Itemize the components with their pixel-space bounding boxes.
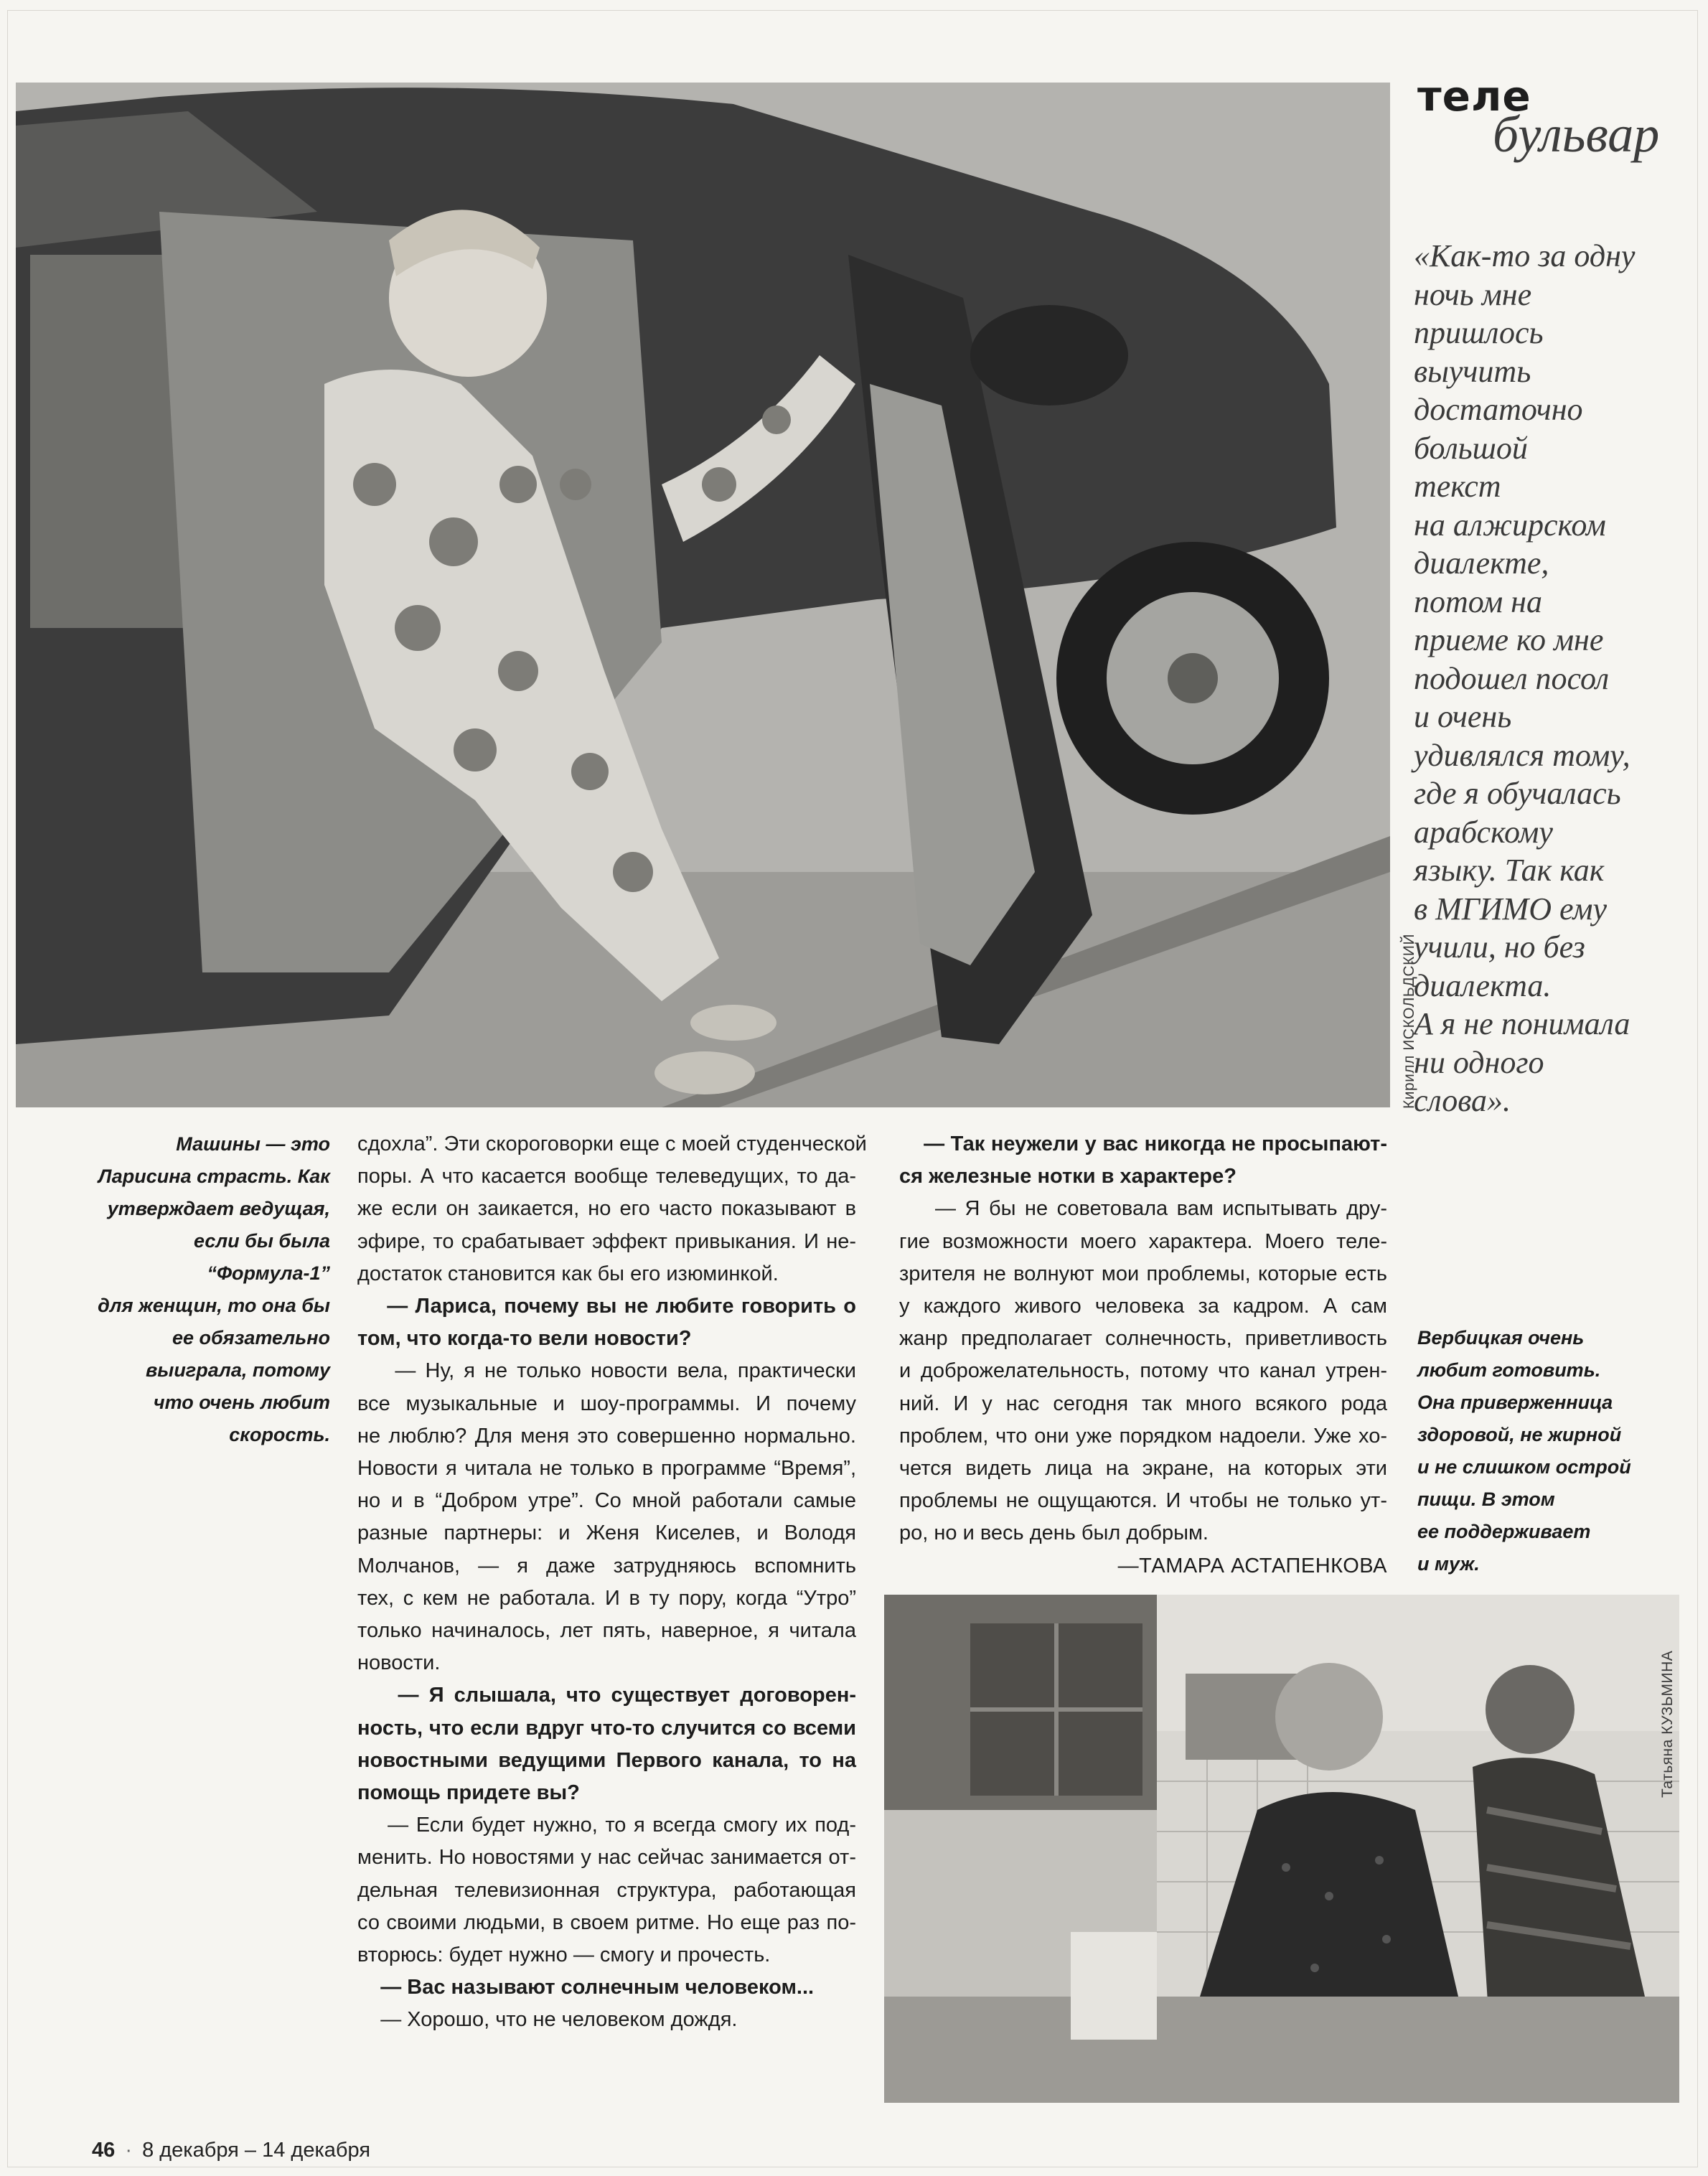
- article-line: — Ну, я не только новости вела, практически: [357, 1359, 856, 1383]
- article-line: гие возможности моего характера. Моего теле-: [899, 1229, 1387, 1253]
- article-line: жанр предполагает солнечность, приветливость: [899, 1327, 1387, 1351]
- article-line: все музыкальные и шоу-программы. И почему: [357, 1392, 856, 1415]
- article-line: — Я бы не советовала вам испытывать дру-: [899, 1197, 1387, 1221]
- car-photo-credit: Кирилл ИСКОЛЬДСКИЙ: [1401, 934, 1417, 1109]
- article-line: эфире, то срабатывает эффект привыкания. И не-: [357, 1229, 856, 1253]
- section-logo: [1417, 72, 1660, 165]
- article-line: — Я слышала, что существует договорен-: [357, 1684, 856, 1707]
- article-line: у каждого живого человека за кадром. А сам: [899, 1295, 1387, 1318]
- article-line: том, что когда-то вели новости?: [357, 1327, 692, 1351]
- caption-line: любит готовить.: [1417, 1359, 1601, 1381]
- pull-quote-line: пришлось: [1414, 315, 1544, 350]
- caption-line: и муж.: [1417, 1553, 1480, 1575]
- pull-quote-line: и очень: [1414, 699, 1512, 734]
- caption-line: если бы была: [193, 1230, 330, 1252]
- footer-separator: ·: [125, 2139, 132, 2162]
- article-line: поры. А что касается вообще телеведущих, то да-: [357, 1165, 856, 1188]
- kitchen-photo-caption: [1417, 1322, 1647, 1580]
- pull-quote-line: на алжирском: [1414, 507, 1606, 543]
- pull-quote-line: выучить: [1414, 353, 1531, 389]
- car-photo-illustration: [16, 83, 1390, 1107]
- article-line: чется видеть лица на экране, на которых эти: [899, 1457, 1387, 1481]
- caption-line: выиграла, потому: [145, 1359, 330, 1381]
- caption-line: здоровой, не жирной: [1417, 1424, 1622, 1445]
- caption-line: “Формула-1”: [207, 1262, 330, 1284]
- article-column-1: [357, 1128, 867, 2037]
- pull-quote-line: подошел посол: [1414, 660, 1610, 696]
- pull-quote-line: потом на: [1414, 583, 1543, 619]
- caption-line: скорость.: [229, 1424, 330, 1445]
- issue-dates: 8 декабря – 14 декабря: [142, 2139, 371, 2162]
- logo-bulvar: бульвар: [1493, 105, 1660, 163]
- article-line: и доброжелательность, потому что канал утрен-: [899, 1359, 1387, 1383]
- caption-line: для женщин, то она бы: [98, 1295, 330, 1316]
- article-line: менить. Но новостями у нас сейчас занимается от-: [357, 1846, 856, 1870]
- article-line: ся железные нотки в характере?: [899, 1165, 1237, 1188]
- pull-quote-line: А я не понимала: [1414, 1006, 1630, 1041]
- kitchen-photo-credit: Татьяна КУЗЬМИНА: [1659, 1650, 1676, 1798]
- caption-line: Ларисина страсть. Как: [98, 1166, 330, 1187]
- caption-line: Она приверженница: [1417, 1392, 1613, 1413]
- article-line: дельная телевизионная структура, работающая: [357, 1878, 856, 1902]
- article-line: новости.: [357, 1651, 441, 1675]
- article-line: разные партнеры: и Женя Киселев, и Володя: [357, 1521, 856, 1545]
- caption-line: и не слишком острой: [1417, 1456, 1631, 1478]
- caption-line: что очень любит: [153, 1392, 330, 1413]
- pull-quote-line: большой: [1414, 430, 1528, 466]
- car-photo-caption: [65, 1128, 330, 1451]
- pull-quote-line: слова».: [1414, 1083, 1511, 1118]
- pull-quote-line: арабскому: [1414, 814, 1553, 850]
- kitchen-photo-illustration: [884, 1595, 1679, 2103]
- article-line: — Вас называют солнечным человеком...: [357, 1976, 815, 1999]
- logo-tele: теле: [1417, 72, 1531, 121]
- pull-quote-line: текст: [1414, 469, 1501, 504]
- article-line: проблем, что они уже порядком надоели. Уже хо-: [899, 1424, 1387, 1448]
- article-line: проблемы не ощущаются. И чтобы не только ут-: [899, 1489, 1387, 1513]
- article-column-2: [899, 1128, 1387, 1582]
- kitchen-photo: [884, 1595, 1679, 2103]
- article-line: вторюсь: будет нужно — смогу и прочесть.: [357, 1943, 771, 1967]
- article-line: — Хорошо, что не человеком дождя.: [357, 2008, 738, 2032]
- pull-quote-line: ни одного: [1414, 1044, 1544, 1080]
- article-line: зрителя не волнуют мои проблемы, которые есть: [899, 1262, 1387, 1285]
- article-line: со своими людьми, в своем ритме. Но еще раз по-: [357, 1910, 856, 1934]
- article-line: Новости я читала не только в программе “Время”,: [357, 1457, 856, 1481]
- article-line: но и в “Добром утре”. Со мной работали самые: [357, 1489, 856, 1513]
- article-line: же если он заикается, но его часто показывают в: [357, 1197, 856, 1221]
- page-number: 46: [92, 2139, 116, 2162]
- caption-line: Машины — это: [176, 1133, 330, 1155]
- article-line: достаток становится как бы его изюминкой.: [357, 1262, 779, 1285]
- pull-quote: [1414, 237, 1686, 1120]
- pull-quote-line: диалекте,: [1414, 545, 1549, 581]
- pull-quote-line: языку. Так как: [1414, 853, 1605, 888]
- article-line: сдохла”. Эти скороговорки еще с моей студенческой: [357, 1132, 867, 1155]
- caption-line: пищи. В этом: [1417, 1488, 1555, 1510]
- article-line: — Если будет нужно, то я всегда смогу их под-: [357, 1814, 856, 1837]
- article-line: не люблю? Для меня это совершенно нормально.: [357, 1424, 856, 1448]
- pull-quote-line: «Как-то за одну: [1414, 238, 1636, 273]
- caption-line: ее поддерживает: [1417, 1521, 1591, 1542]
- pull-quote-line: учили, но без: [1414, 929, 1585, 965]
- author-signature: —ТАМАРА АСТАПЕНКОВА: [1117, 1554, 1387, 1577]
- article-line: — Так неужели у вас никогда не просыпают-: [899, 1132, 1387, 1155]
- article-line: ность, что если вдруг что-то случится со всеми: [357, 1716, 856, 1740]
- pull-quote-line: достаточно: [1414, 392, 1583, 427]
- article-line: — Лариса, почему вы не любите говорить о: [357, 1295, 856, 1318]
- article-line: помощь придете вы?: [357, 1781, 580, 1805]
- car-photo: [16, 83, 1390, 1107]
- article-line: только начиналось, лет пять, наверное, я читала: [357, 1619, 856, 1643]
- pull-quote-line: удивлялся тому,: [1414, 737, 1630, 773]
- article-line: Молчанов, — я даже затрудняюсь вспомнить: [357, 1554, 856, 1577]
- caption-line: утверждает ведущая,: [107, 1198, 330, 1219]
- page-footer: [92, 2139, 370, 2162]
- caption-line: ее обязательно: [172, 1327, 330, 1349]
- pull-quote-line: диалекта.: [1414, 967, 1552, 1003]
- article-line: ний. И у нас сегодня так много всякого рода: [899, 1392, 1387, 1415]
- pull-quote-line: приеме ко мне: [1414, 622, 1604, 657]
- pull-quote-line: где я обучалась: [1414, 776, 1621, 811]
- caption-line: Вербицкая очень: [1417, 1327, 1585, 1349]
- article-line: новостными ведущими Первого канала, то на: [357, 1748, 856, 1772]
- article-line: ро, но и весь день был добрым.: [899, 1521, 1209, 1545]
- article-line: тех, с кем не работала. И в ту пору, когда “Утро”: [357, 1586, 856, 1610]
- pull-quote-line: ночь мне: [1414, 276, 1532, 312]
- pull-quote-line: в МГИМО ему: [1414, 891, 1608, 927]
